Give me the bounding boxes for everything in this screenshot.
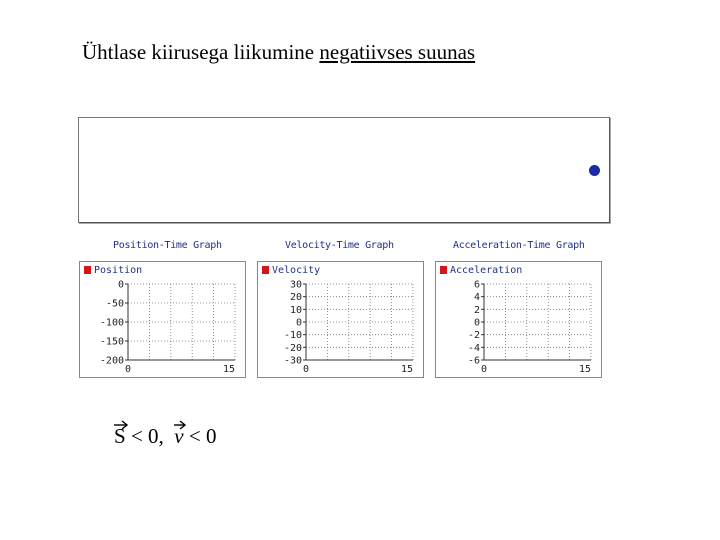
y-tick-label: -100 — [99, 317, 124, 329]
acceleration-graph-panel — [435, 261, 602, 378]
x-tick-label: 0 — [124, 364, 132, 375]
x-tick-label: 15 — [578, 364, 592, 375]
y-tick-label: 10 — [289, 304, 302, 316]
simulation-area — [78, 117, 610, 223]
y-tick-label: -30 — [283, 355, 302, 367]
y-tick-label: 6 — [473, 279, 480, 291]
y-tick-label: -6 — [467, 355, 480, 367]
legend-swatch — [84, 266, 91, 274]
y-tick-label: 0 — [117, 279, 124, 291]
v-vector-symbol — [174, 424, 183, 449]
formula — [114, 424, 216, 449]
s-relation: < 0, — [125, 424, 175, 448]
v-relation: < 0 — [183, 424, 217, 448]
acceleration-graph — [436, 262, 601, 377]
y-tick-label: -4 — [467, 342, 480, 354]
y-tick-label: -150 — [99, 336, 124, 348]
legend-label: Acceleration — [450, 265, 523, 276]
velocity-graph-heading: Velocity-Time Graph — [285, 240, 394, 251]
vector-arrow-icon — [173, 420, 187, 430]
position-graph-heading: Position-Time Graph — [113, 240, 222, 251]
s-vector-symbol — [114, 424, 126, 449]
y-tick-label: 0 — [295, 317, 302, 329]
x-tick-label: 0 — [480, 364, 488, 375]
title-text: Ühtlase kiirusega liikumine — [82, 40, 320, 64]
y-tick-label: -10 — [283, 330, 302, 342]
x-tick-label: 15 — [400, 364, 414, 375]
y-tick-label: -2 — [467, 330, 480, 342]
x-tick-label: 0 — [302, 364, 310, 375]
y-tick-label: 4 — [473, 292, 480, 304]
y-tick-label: -50 — [105, 298, 124, 310]
legend-label: Velocity — [272, 265, 321, 276]
acceleration-graph-heading: Acceleration-Time Graph — [453, 240, 585, 251]
y-tick-label: 2 — [473, 304, 480, 316]
position-graph-panel — [79, 261, 246, 378]
position-graph — [80, 262, 245, 377]
s-symbol: S — [114, 424, 126, 448]
y-tick-label: 0 — [473, 317, 480, 329]
slide-title — [82, 40, 475, 65]
vector-arrow-icon — [113, 420, 129, 430]
legend-label: Position — [94, 265, 143, 276]
moving-ball — [589, 165, 600, 176]
v-symbol: v — [174, 424, 184, 448]
velocity-graph — [258, 262, 423, 377]
velocity-graph-panel — [257, 261, 424, 378]
x-tick-label: 15 — [222, 364, 236, 375]
y-tick-label: 30 — [289, 279, 302, 291]
y-tick-label: -20 — [283, 342, 302, 354]
y-tick-label: 20 — [289, 292, 302, 304]
title-underlined-text: negatiivses suunas — [319, 40, 476, 64]
legend-swatch — [440, 266, 447, 274]
legend-swatch — [262, 266, 269, 274]
y-tick-label: -200 — [99, 355, 124, 367]
